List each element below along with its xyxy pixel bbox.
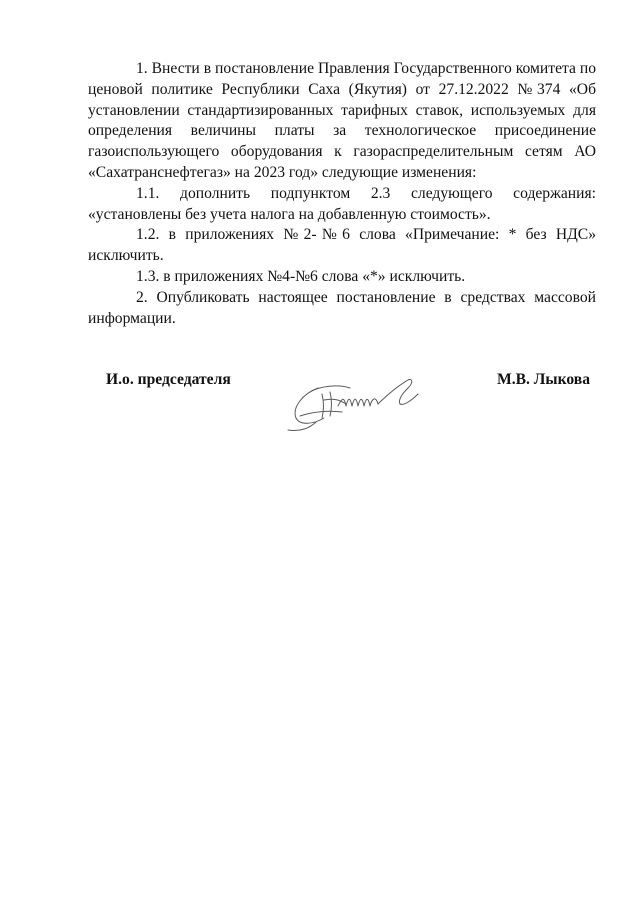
signatory-name: М.В. Лыкова: [496, 371, 590, 388]
handwritten-signature: [280, 372, 440, 434]
signatory-position: И.о. председателя: [106, 371, 231, 388]
paragraph-1-1: 1.1. дополнить подпунктом 2.3 следующего содержания: «установлены без учета налога на добавленную стоимость».: [88, 184, 596, 223]
paragraph-1-3: 1.3. в приложениях №4-№6 слова «*» исключить.: [136, 267, 466, 285]
paragraph-1: 1. Внести в постановление Правления Государственного комитета по ценовой политике Республики Саха (Якутия) от 27.12.2022 №374 «Об установлении стандартизированных тарифных ставок, используемых для определения величины платы за технологическое присоединение газоиспользующего оборудования к газораспределительным сетям АО «Сахатранснефтегаз» на 2023 год» следующие изменения:: [88, 60, 596, 181]
paragraph-2: 2. Опубликовать настоящее постановление в средствах массовой информации.: [88, 288, 596, 327]
document-body: [88, 59, 596, 329]
paragraph-1-2: 1.2. в приложениях №2-№6 слова «Примечание: * без НДС» исключить.: [88, 226, 596, 265]
